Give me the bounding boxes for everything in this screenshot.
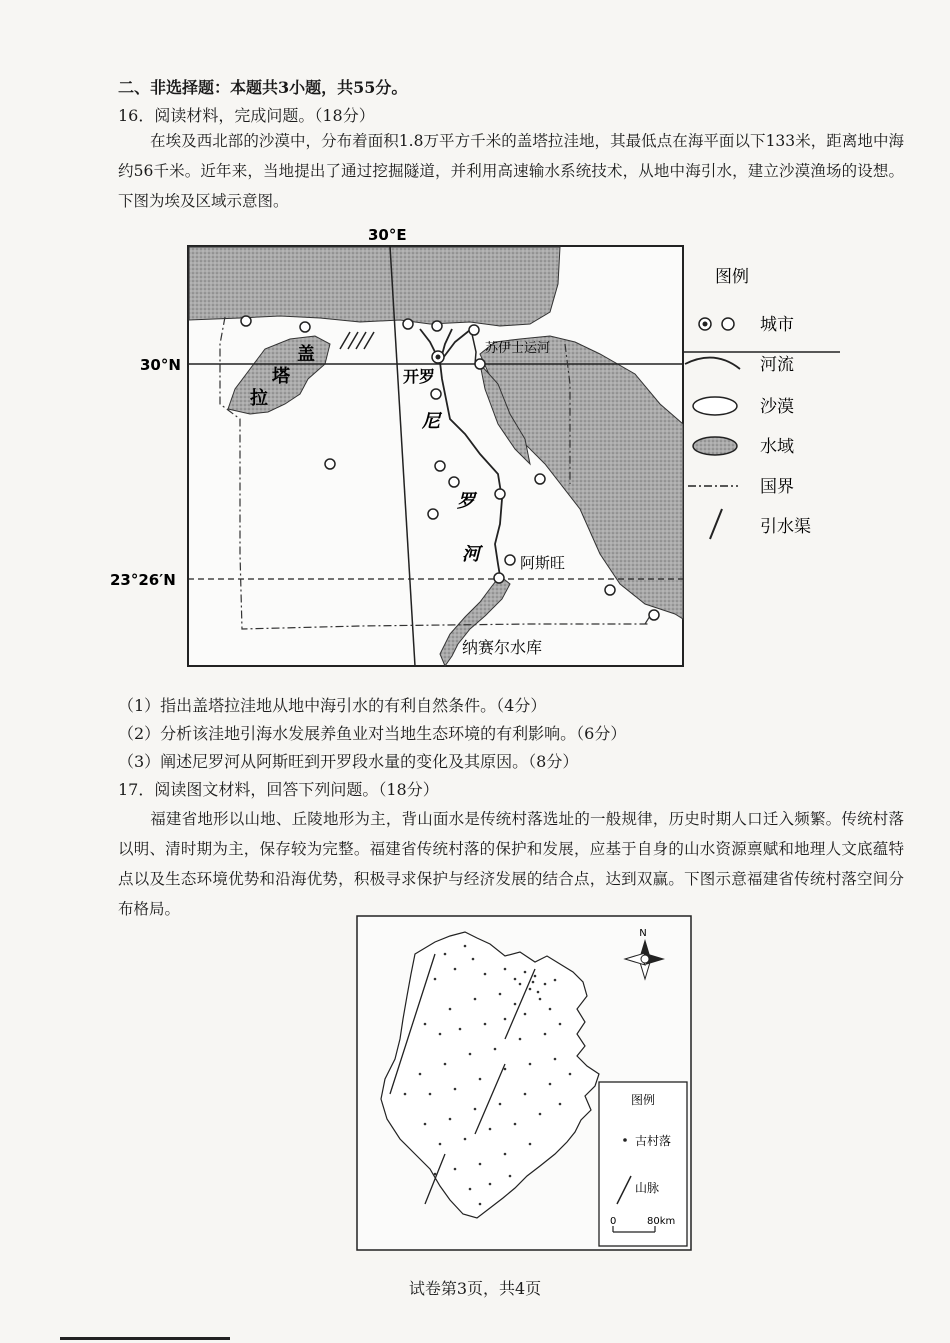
lon-label: 30°E bbox=[368, 226, 407, 244]
nile-char-3: 河 bbox=[462, 544, 480, 565]
fujian-map bbox=[355, 914, 695, 1254]
north-label: N bbox=[639, 928, 647, 939]
fujian-legend-title: 图例 bbox=[631, 1093, 656, 1107]
mediterranean-sea bbox=[189, 247, 560, 326]
egypt-map-legend bbox=[685, 267, 811, 539]
legend-canal: 引水渠 bbox=[760, 517, 811, 537]
q17-title: 17．阅读图文材料，回答下列问题。（18分） bbox=[118, 780, 439, 799]
egypt-map bbox=[110, 224, 850, 674]
legend-title: 图例 bbox=[715, 267, 749, 287]
aswan-label: 阿斯旺 bbox=[520, 554, 566, 572]
lat-tropic-label: 23°26′N bbox=[110, 571, 176, 589]
legend-city: 城市 bbox=[760, 315, 794, 335]
nasser-label: 纳赛尔水库 bbox=[462, 638, 543, 657]
nile-char-1: 尼 bbox=[422, 411, 440, 432]
scale-km: 80km bbox=[647, 1216, 676, 1227]
q16-sub-3: （3）阐述尼罗河从阿斯旺到开罗段水量的变化及其原因。（8分） bbox=[118, 752, 579, 771]
nile-char-2: 罗 bbox=[457, 491, 475, 512]
legend-border: 国界 bbox=[760, 477, 794, 497]
q16-title: 16．阅读材料，完成问题。（18分） bbox=[118, 106, 375, 125]
qattara-char-2: 塔 bbox=[272, 366, 290, 387]
legend-desert: 沙漠 bbox=[760, 397, 794, 417]
fujian-legend-mountain: 山脉 bbox=[635, 1181, 660, 1195]
section-header: 二、非选择题：本题共3小题，共55分。 bbox=[118, 78, 408, 97]
bottom-rule bbox=[60, 1337, 230, 1340]
legend-river: 河流 bbox=[760, 355, 794, 375]
q17-paragraph bbox=[118, 804, 904, 924]
q16-sub-1: （1）指出盖塔拉洼地从地中海引水的有利自然条件。（4分） bbox=[118, 696, 547, 715]
scale-zero: 0 bbox=[610, 1216, 617, 1227]
q16-paragraph-text: 在埃及西北部的沙漠中，分布着面积1.8万平方千米的盖塔拉洼地，其最低点在海平面以下133米，距离地中海约56千米。近年来，当地提出了通过挖掘隧道，并利用高速输水系统技术，从地中海引水，建立沙漠渔场的设想。下图为埃及区域示意图。 bbox=[118, 132, 904, 210]
cairo-label: 开罗 bbox=[403, 367, 436, 386]
qattara-char-3: 拉 bbox=[250, 388, 268, 409]
qattara-char-1: 盖 bbox=[297, 344, 315, 365]
page-footer: 试卷第3页，共4页 bbox=[408, 1279, 542, 1298]
legend-water: 水域 bbox=[760, 437, 794, 457]
q17-paragraph-text: 福建省地形以山地、丘陵地形为主，背山面水是传统村落选址的一般规律，历史时期人口迁入频繁。传统村落以明、清时期为主，保存较为完整。福建省传统村落的保护和发展，应基于自身的山水资源禀赋和地理人文底蕴特点以及生态环境优势和沿海优势，积极寻求保护与经济发展的结合点，达到双赢。下图示意福建省传统村落空间分布格局。 bbox=[118, 810, 904, 918]
suez-label: 苏伊士运河 bbox=[485, 341, 551, 356]
q16-sub-2: （2）分析该洼地引海水发展养鱼业对当地生态环境的有利影响。（6分） bbox=[118, 724, 627, 743]
lat-30-label: 30°N bbox=[140, 356, 181, 374]
q16-paragraph bbox=[118, 126, 904, 216]
fujian-legend-village: 古村落 bbox=[635, 1134, 672, 1148]
